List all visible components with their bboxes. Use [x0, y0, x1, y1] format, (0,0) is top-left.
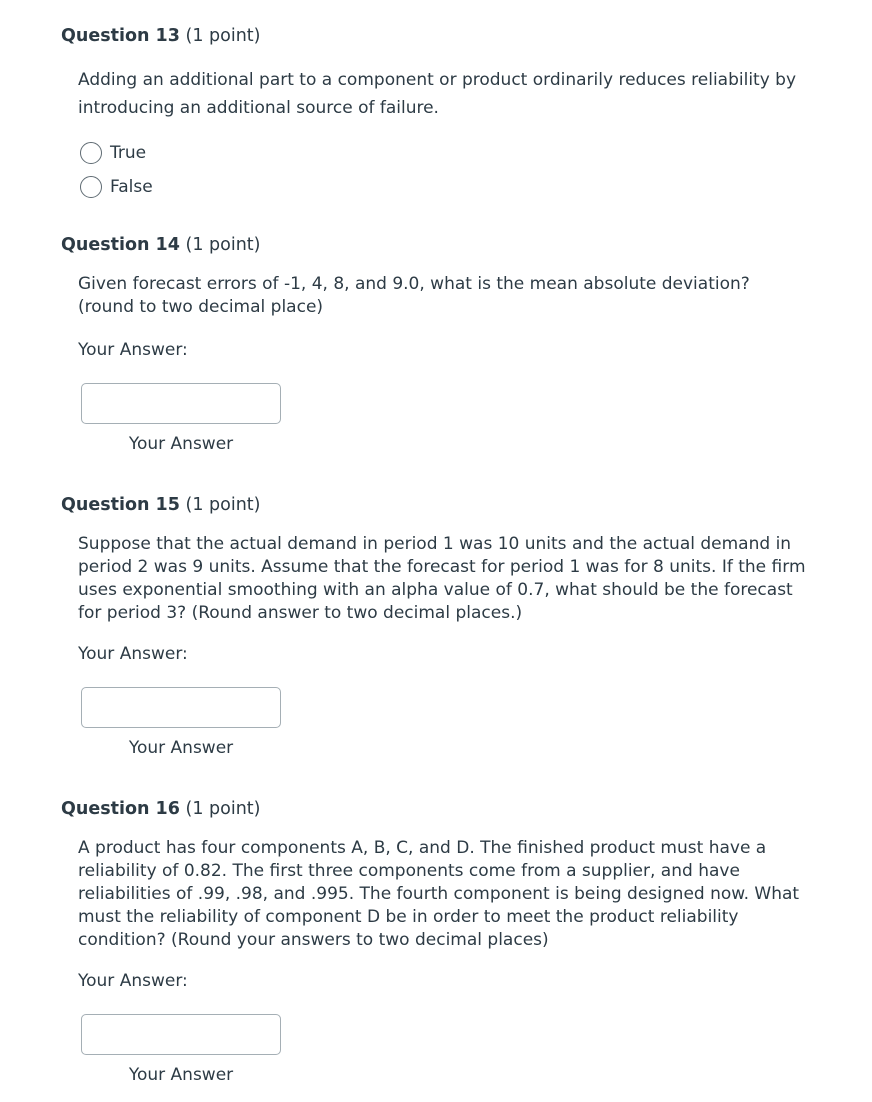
answer-caption: Your Answer: [128, 434, 234, 454]
question-14-text: Given forecast errors of -1, 4, 8, and 9.0, what is the mean absolute deviation? (round to two decimal place): [78, 274, 750, 317]
answer-input[interactable]: [81, 383, 281, 424]
answer-label: Your Answer:: [78, 340, 188, 360]
question-points: (1 point): [185, 26, 261, 46]
question-15-header: [61, 495, 260, 515]
question-14-header: [61, 235, 260, 255]
question-13-header: [61, 26, 260, 46]
question-points: (1 point): [185, 495, 261, 515]
choice-true[interactable]: [80, 140, 146, 166]
question-number: Question 15: [61, 495, 180, 515]
question-16-header: [61, 799, 260, 819]
choice-false[interactable]: [80, 174, 153, 200]
question-15-text: Suppose that the actual demand in period 1 was 10 units and the actual demand in period 2 was 9 units. Assume that the forecast for period 1 was for 8 units. If the firm uses exponential smoothing with an alpha value of 0.7, what should be the forecast for period 3? (Round answer to two decimal places.): [78, 534, 806, 623]
choice-label: False: [110, 177, 153, 197]
radio-button[interactable]: [80, 142, 102, 164]
answer-caption: Your Answer: [128, 1065, 234, 1085]
answer-input[interactable]: [81, 687, 281, 728]
question-13-text: Adding an additional part to a component or product ordinarily reduces reliability by introducing an additional source of failure.: [78, 70, 797, 118]
answer-label: Your Answer:: [78, 644, 188, 664]
choice-label: True: [110, 143, 147, 163]
answer-caption: Your Answer: [128, 738, 234, 758]
question-16-text: A product has four components A, B, C, and D. The finished product must have a reliability of 0.82. The first three components come from a supplier, and have reliabilities of .99, .98, and .995. The fourth component is being designed now. What must the reliability of component D be in order to meet the product reliability condition? (Round your answers to two decimal places): [78, 838, 800, 950]
question-number: Question 16: [61, 799, 180, 819]
question-points: (1 point): [185, 235, 261, 255]
question-points: (1 point): [185, 799, 261, 819]
question-number: Question 13: [61, 26, 180, 46]
question-number: Question 14: [61, 235, 180, 255]
radio-button[interactable]: [80, 176, 102, 198]
answer-input[interactable]: [81, 1014, 281, 1055]
answer-label: Your Answer:: [78, 971, 188, 991]
